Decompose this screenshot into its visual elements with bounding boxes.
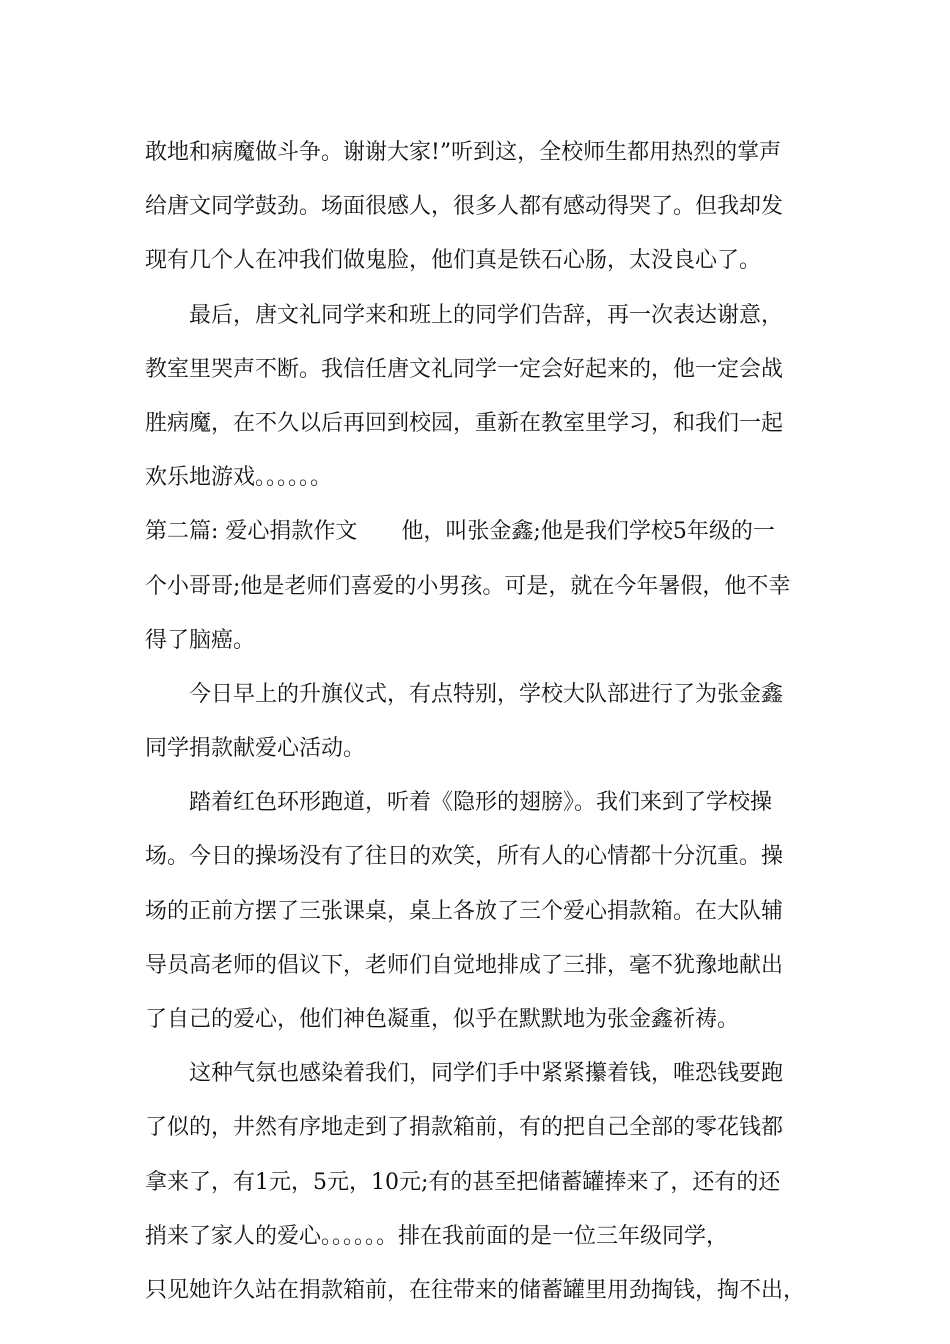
text-line: 踏着红色环形跑道，听着《隐形的翅膀》。我们来到了学校操 [189, 790, 773, 816]
document-body [145, 126, 825, 1318]
text-line: 这种气氛也感染着我们，同学们手中紧紧攥着钱，唯恐钱要跑 [189, 1061, 784, 1087]
text-line: 胜病魔，在不久以后再回到校园，重新在教室里学习，和我们一起 [145, 410, 784, 436]
text-line: 同学捐款献爱心活动。 [145, 736, 366, 762]
text-line: 场的正前方摆了三张课桌，桌上各放了三个爱心捐款箱。在大队辅 [145, 898, 784, 924]
text-line: 第二篇: 爱心捐款作文 他，叫张金鑫;他是我们学校5年级的一 [145, 519, 775, 545]
text-line: 得了脑癌。 [145, 627, 256, 653]
text-line: 给唐文同学鼓劲。场面很感人，很多人都有感动得哭了。但我却发 [145, 194, 784, 220]
text-line: 了似的，井然有序地走到了捐款箱前，有的把自己全部的零花钱都 [145, 1115, 784, 1141]
text-line: 欢乐地游戏。。。。。。 [145, 465, 333, 491]
text-line: 现有几个人在冲我们做鬼脸，他们真是铁石心肠，太没良心了。 [145, 248, 762, 274]
text-line: 了自己的爱心，他们神色凝重，似乎在默默地为张金鑫祈祷。 [145, 1007, 740, 1032]
text-line: 教室里哭声不断。我信任唐文礼同学一定会好起来的，他一定会战 [145, 356, 784, 382]
text-line: 今日早上的升旗仪式，有点特别，学校大队部进行了为张金鑫 [189, 681, 784, 707]
text-line: 只见她许久站在捐款箱前，在往带来的储蓄罐里用劲掏钱，掏不出， [145, 1277, 806, 1303]
text-line: 个小哥哥;他是老师们喜爱的小男孩。可是，就在今年暑假，他不幸 [145, 573, 791, 599]
text-line: 捎来了家人的爱心。。。。。。排在我前面的是一位三年级同学， [145, 1223, 729, 1249]
text-line: 导员高老师的倡议下，老师们自觉地排成了三排，毫不犹豫地献出 [145, 952, 784, 978]
text-line: 拿来了，有1元，5元，10元;有的甚至把储蓄罐捧来了，还有的还 [145, 1169, 781, 1195]
text-line: 场。今日的操场没有了往日的欢笑，所有人的心情都十分沉重。操 [145, 844, 784, 870]
text-line: 敢地和病魔做斗争。谢谢大家!”听到这，全校师生都用热烈的掌声 [145, 140, 782, 165]
text-line: 最后，唐文礼同学来和班上的同学们告辞，再一次表达谢意， [189, 302, 784, 328]
